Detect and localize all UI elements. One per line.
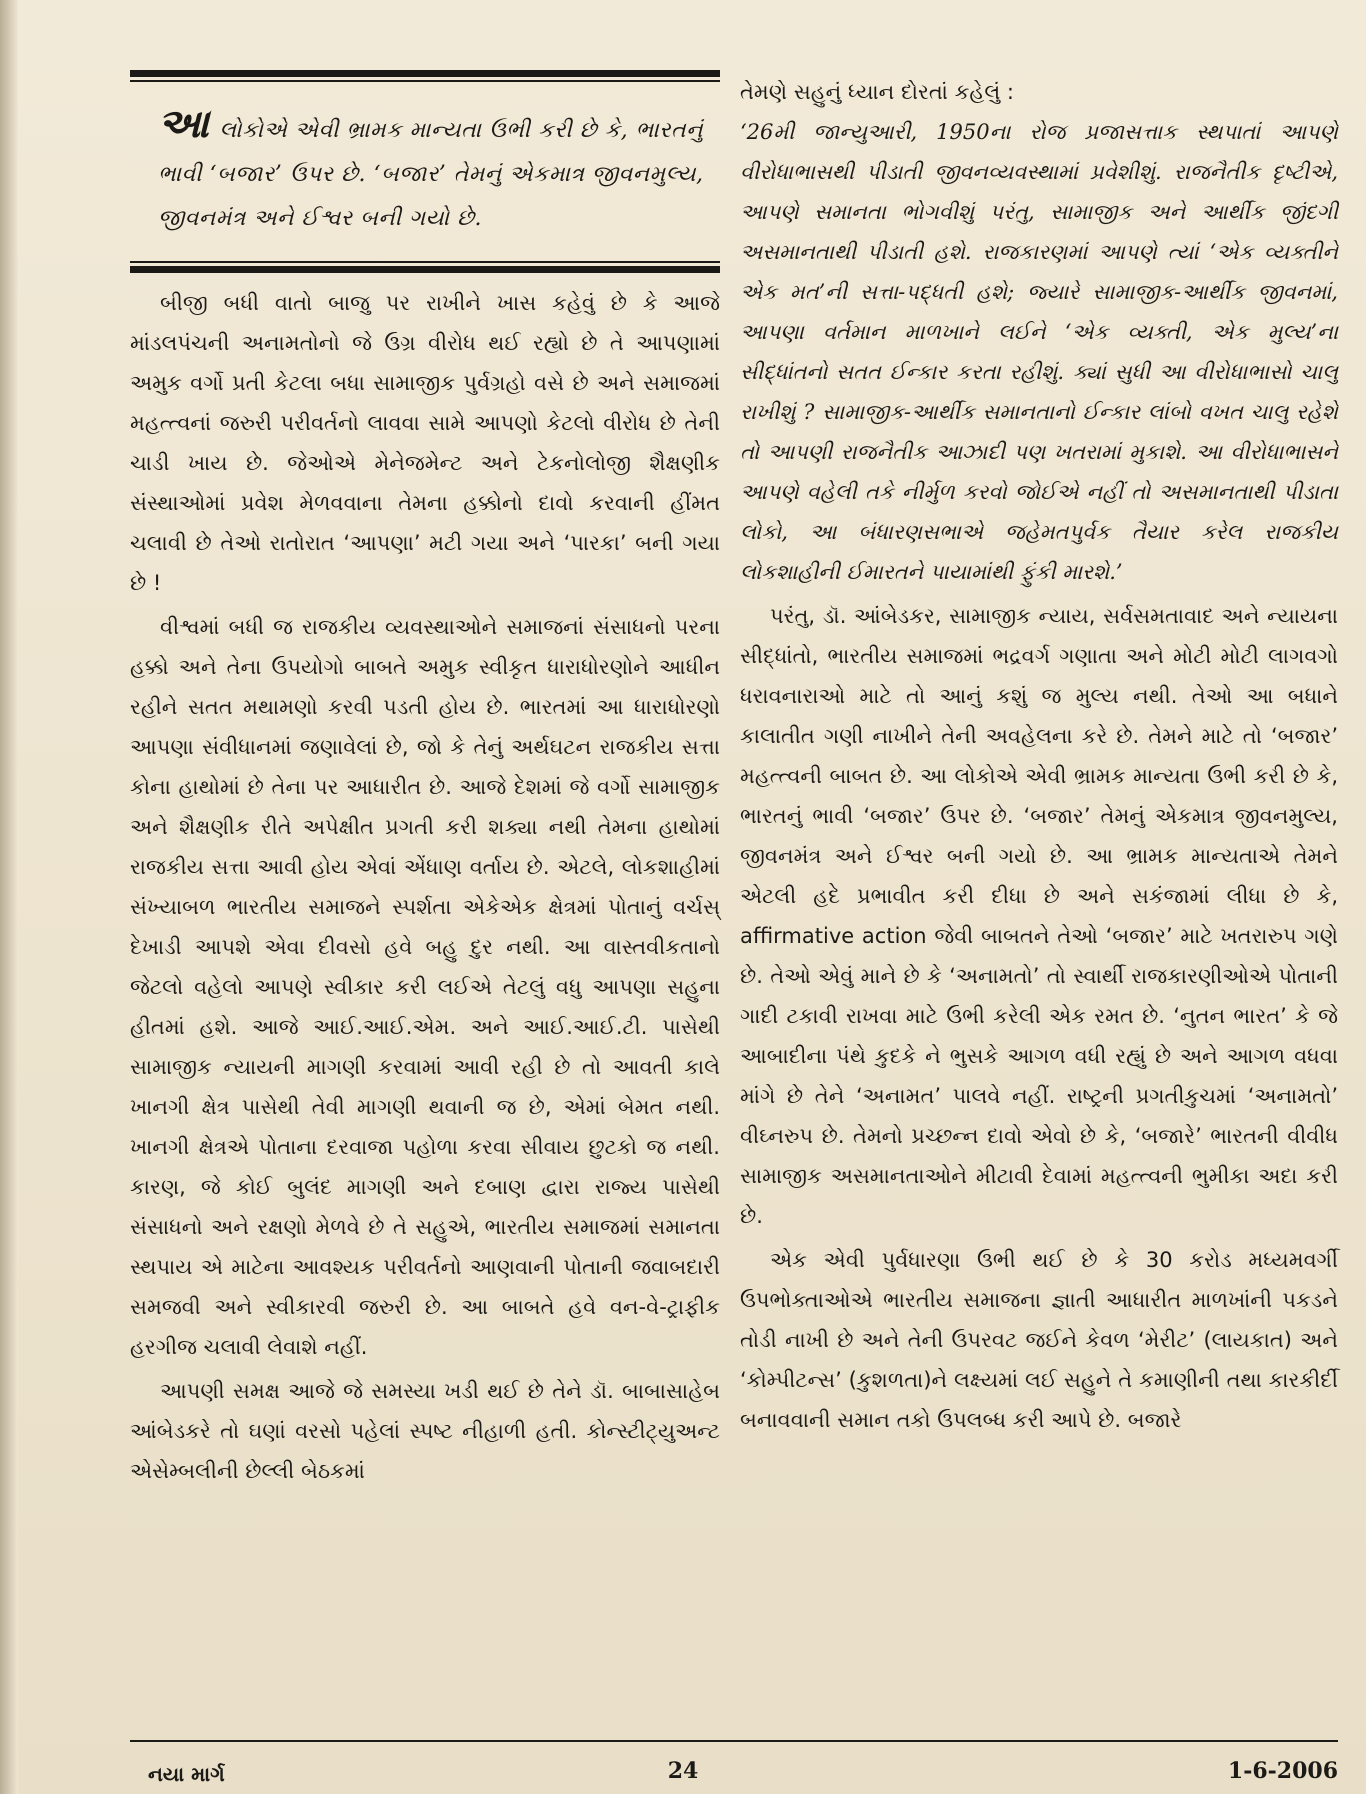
paragraph: આપણી સમક્ષ આજે જે સમસ્યા ખડી થઈ છે તેને ડૉ. બાબાસાહેબ આંબેડકરે તો ઘણાં વરસો પહેલાં સ્પષ્ટ નીહાળી હતી. કોન્સ્ટીટ્યુઅન્ટ એસેમ્બલીની છેલ્લી બેઠકમાં	[130, 1379, 720, 1483]
ambedkar-quote: ‘26મી જાન્યુઆરી, 1950ના રોજ પ્રજાસત્તાક સ્થપાતાં આપણે વીરોધાભાસથી પીડાતી જીવનવ્યવસ્થામાં પ્રવેશીશું. રાજનૈતીક દૃષ્ટીએ, આપણે સમાનતા ભોગવીશું પરંતુ, સામાજીક અને આર્થીક જીંદગી અસમાનતાથી પીડાતી હશે. રાજકારણમાં આપણે ત્યાં ‘એક વ્યક્તીને એક મત’ની સત્તા-પદ્ધતી હશે; જ્યારે સામાજીક-આર્થીક જીવનમાં, આપણા વર્તમાન માળખાને લઈને ‘એક વ્યક્તી, એક મુલ્ય’ના સીદ્ધાંતનો સતત ઈન્કાર કરતા રહીશું. ક્યાં સુધી આ વીરોધાભાસો ચાલુ રાખીશું ? સામાજીક-આર્થીક સમાનતાનો ઈન્કાર લાંબો વખત ચાલુ રહેશે તો આપણી રાજનૈતીક આઝાદી પણ ખતરામાં મુકાશે. આ વીરોધાભાસને આપણે વહેલી તકે નીર્મુળ કરવો જોઈએ નહીં તો અસમાનતાથી પીડાતા લોકો, આ બંધારણસભાએ જહેમતપુર્વક તૈયાર કરેલ રાજકીય લોકશાહીની ઈમારતને પાયામાંથી ફુંકી મારશે.’	[740, 120, 1338, 584]
pullquote	[130, 102, 720, 241]
right-body-text	[740, 596, 1338, 1440]
page-edge-shadow	[0, 0, 18, 1794]
footer-rule	[130, 1740, 1338, 1742]
left-body-text	[130, 283, 720, 1491]
pullquote-top-thin-rule	[130, 80, 720, 82]
pullquote-dropcap: આ	[158, 100, 210, 147]
paragraph: વીશ્વમાં બધી જ રાજકીય વ્યવસ્થાઓને સમાજનાં સંસાધનો પરના હક્કો અને તેના ઉપયોગો બાબતે અમુક સ્વીકૃત ધારાધોરણોને આધીન રહીને સતત મથામણો કરવી પડતી હોય છે. ભારતમાં આ ધારાધોરણો આપણા સંવીધાનમાં જણાવેલાં છે, જો કે તેનું અર્થઘટન રાજકીય સત્તા કોના હાથોમાં છે તેના પર આધારીત છે. આજે દેશમાં જે વર્ગો સામાજીક અને શૈક્ષણીક રીતે અપેક્ષીત પ્રગતી કરી શક્યા નથી તેમના હાથોમાં રાજકીય સત્તા આવી હોય એવાં એંધાણ વર્તાય છે. એટલે, લોકશાહીમાં સંખ્યાબળ ભારતીય સમાજને સ્પર્શતા એકેએક ક્ષેત્રમાં પોતાનું વર્ચસ્ દેખાડી આપશે એવા દીવસો હવે બહુ દુર નથી. આ વાસ્તવીકતાનો જેટલો વહેલો આપણે સ્વીકાર કરી લઈએ તેટલું વધુ આપણા સહુના હીતમાં હશે. આજે આઈ.આઈ.એમ. અને આઈ.આઈ.ટી. પાસેથી સામાજીક ન્યાયની માગણી કરવામાં આવી રહી છે તો આવતી કાલે ખાનગી ક્ષેત્ર પાસેથી તેવી માગણી થવાની જ છે, એમાં બેમત નથી. ખાનગી ક્ષેત્રએ પોતાના દરવાજા પહોળા કરવા સીવાય છુટકો જ નથી. કારણ, જે કોઈ બુલંદ માગણી અને દબાણ દ્વારા રાજ્ય પાસેથી સંસાધનો અને રક્ષણો મેળવે છે તે સહુએ, ભારતીય સમાજમાં સમાનતા સ્થપાય એ માટેના આવશ્યક પરીવર્તનો આણવાની પોતાની જવાબદારી સમજવી અને સ્વીકારવી જરુરી છે. આ બાબતે હવે વન-વે-ટ્રાફીક હરગીજ ચલાવી લેવાશે નહીં.	[130, 615, 720, 1359]
issue-date: 1-6-2006	[1227, 1758, 1338, 1784]
pullquote-bottom-rule	[130, 266, 720, 273]
quote-intro: તેમણે સહુનું ધ્યાન દોરતાં કહેલું :	[740, 80, 1014, 104]
pullquote-text: લોકોએ એવી ભ્રામક માન્યતા ઉભી કરી છે કે, ભારતનું ભાવી ‘બજાર’ ઉપર છે. ‘બજાર’ તેમનું એકમાત્ર જીવનમુલ્ય, જીવનમંત્ર અને ઈશ્વર બની ગયો છે.	[158, 118, 704, 231]
page-number: 24	[667, 1758, 699, 1784]
paragraph: બીજી બધી વાતો બાજુ પર રાખીને ખાસ કહેવું છે કે આજે માંડલપંચની અનામતોનો જે ઉગ્ર વીરોધ થઈ રહ્યો છે તે આપણામાં અમુક વર્ગો પ્રતી કેટલા બધા સામાજીક પુર્વગ્રહો વસે છે અને સમાજમાં મહત્ત્વનાં જરુરી પરીવર્તનો લાવવા સામે આપણો કેટલો વીરોધ છે તેની ચાડી ખાય છે. જેઓએ મેનેજમેન્ટ અને ટેકનોલોજી શૈક્ષણીક સંસ્થાઓમાં પ્રવેશ મેળવવાના તેમના હક્કોનો દાવો કરવાની હીંમત ચલાવી છે તેઓ રાતોરાત ‘આપણા’ મટી ગયા અને ‘પારકા’ બની ગયા છે !	[130, 291, 720, 595]
paragraph: પરંતુ, ડૉ. આંબેડકર, સામાજીક ન્યાય, સર્વસમતાવાદ અને ન્યાયના સીદ્ધાંતો, ભારતીય સમાજમાં ભદ્રવર્ગ ગણાતા અને મોટી મોટી લાગવગો ધરાવનારાઓ માટે તો આનું કશું જ મુલ્ય નથી. તેઓ આ બધાને કાલાતીત ગણી નાખીને તેની અવહેલના કરે છે. તેમને માટે તો ‘બજાર’ મહત્ત્વની બાબત છે. આ લોકોએ એવી ભ્રામક માન્યતા ઉભી કરી છે કે, ભારતનું ભાવી ‘બજાર’ ઉપર છે. ‘બજાર’ તેમનું એકમાત્ર જીવનમુલ્ય, જીવનમંત્ર અને ઈશ્વર બની ગયો છે. આ ભ્રામક માન્યતાએ તેમને એટલી હદે પ્રભાવીત કરી દીધા છે અને સકંજામાં લીધા છે કે, affirmative action જેવી બાબતને તેઓ ‘બજાર’ માટે ખતરારુપ ગણે છે. તેઓ એવું માને છે કે ‘અનામતો’ તો સ્વાર્થી રાજકારણીઓએ પોતાની ગાદી ટકાવી રાખવા માટે ઉભી કરેલી એક રમત છે. ‘નુતન ભારત’ કે જે આબાદીના પંથે કુદકે ને ભુસકે આગળ વધી રહ્યું છે અને આગળ વધવા માંગે છે તેને ‘અનામત’ પાલવે નહીં. રાષ્ટ્રની પ્રગતીકુચમાં ‘અનામતો’ વીઘ્નરુપ છે. તેમનો પ્રચ્છન્ન દાવો એવો છે કે, ‘બજારે’ ભારતની વીવીધ સામાજીક અસમાનતાઓને મીટાવી દેવામાં મહત્ત્વની ભુમીકા અદા કરી છે.	[740, 604, 1338, 1228]
page-footer	[0, 1740, 1366, 1794]
pullquote-top-rule	[130, 70, 720, 77]
right-column	[740, 72, 1338, 1440]
publication-name: નયા માર્ગ	[148, 1762, 225, 1786]
paragraph: એક એવી પુર્વધારણા ઉભી થઈ છે કે 30 કરોડ મધ્યમવર્ગી ઉપભોક્તાઓએ ભારતીય સમાજના જ્ઞાતી આધારીત માળખાંની પકડને તોડી નાખી છે અને તેની ઉપરવટ જઈને કેવળ ‘મેરીટ’ (લાયકાત) અને ‘કોમ્પીટન્સ’ (કુશળતા)ને લક્ષ્યમાં લઈ સહુને તે કમાણીની તથા કારકીર્દી બનાવવાની સમાન તકો ઉપલબ્ધ કરી આપે છે. બજારે	[740, 1248, 1338, 1432]
pullquote-bottom-thin-rule	[130, 261, 720, 263]
left-column	[130, 70, 720, 1491]
